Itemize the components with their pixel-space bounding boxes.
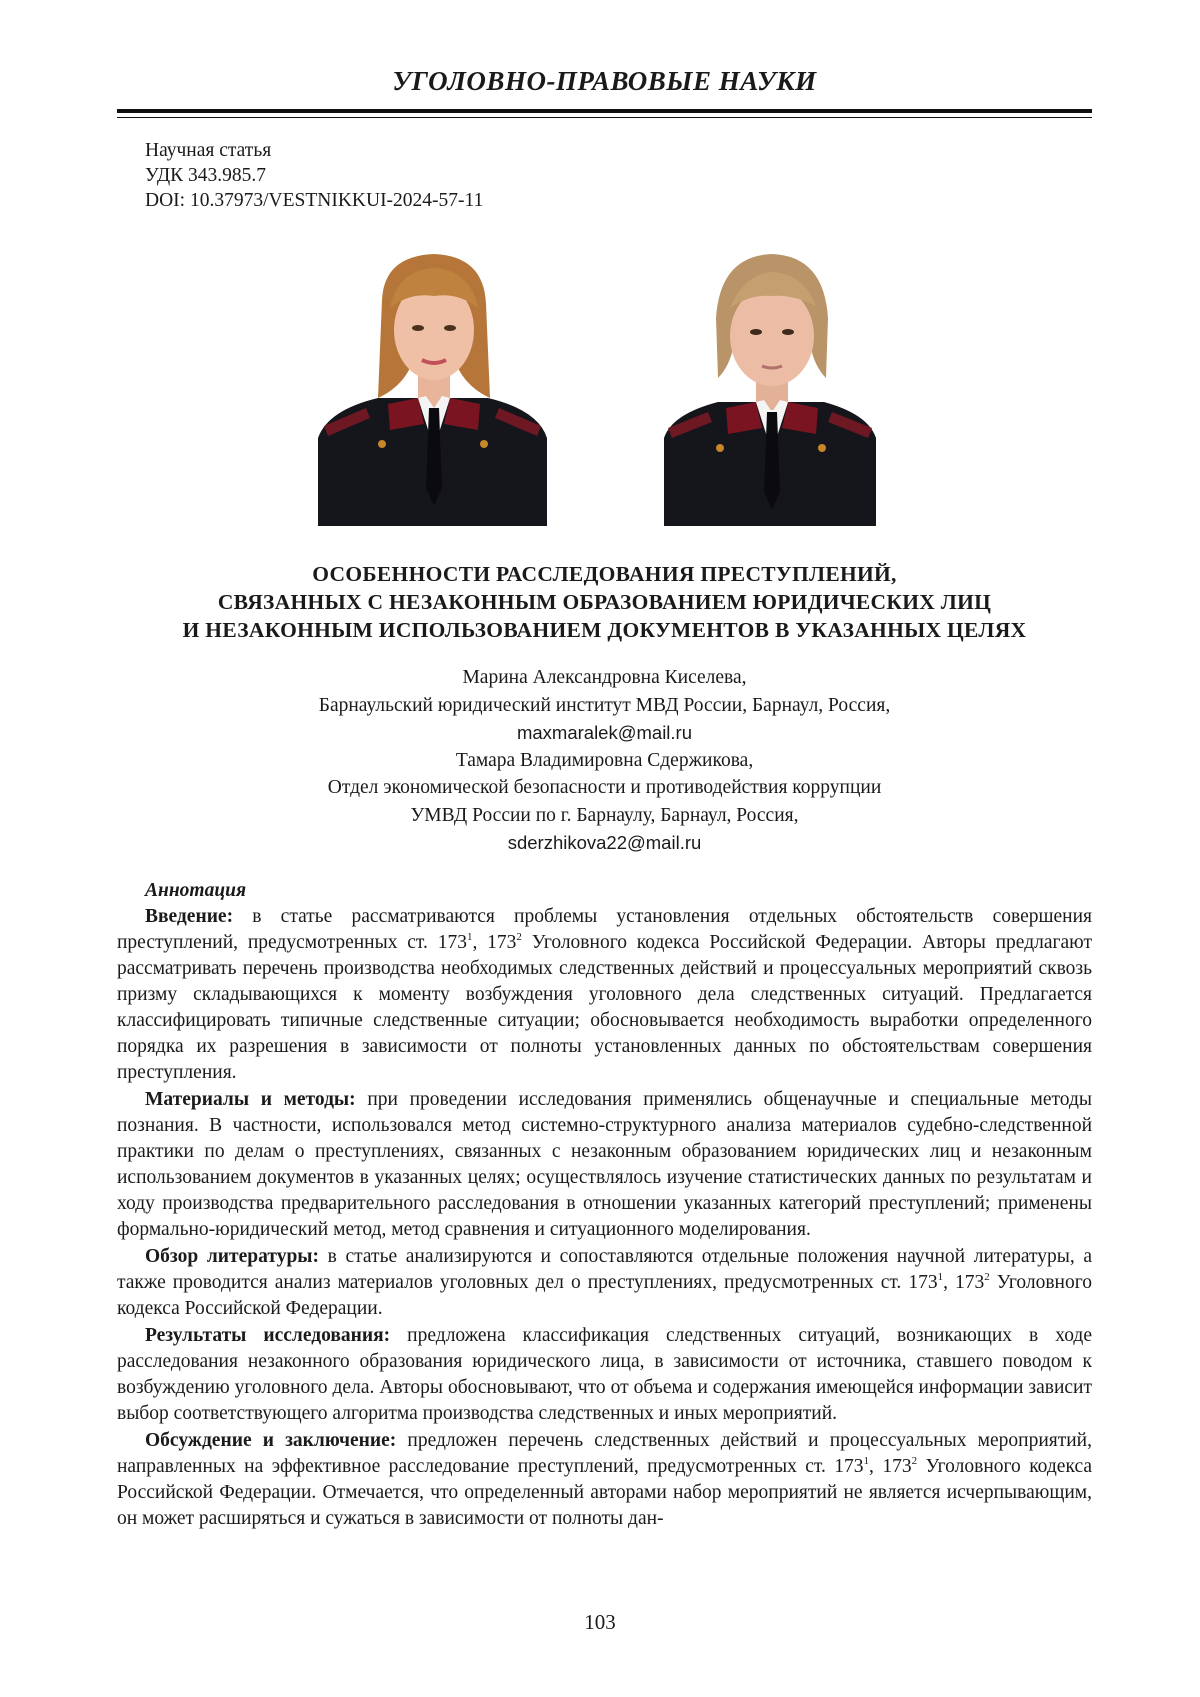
section-text: при проведении исследования применялись общенаучные и специальные методы познания. В частности, использовался метод системно-структурного анализа материалов судебно-следственной практики по делам о преступлениях, связанных с незаконным образованием юридических лиц и незаконным использованием документов в указанных целях; осуществлялось изучение статистических данных по результатам и ходу производства предварительного расследования в отношении указанных категорий преступлений; применены формально-юридический метод, метод сравнения и ситуационного моделирования. (117, 1089, 1092, 1240)
superscript: 2 (516, 931, 522, 943)
abstract-results (117, 1323, 1092, 1427)
abstract-literature-review (117, 1244, 1092, 1322)
author-affiliation: УМВД России по г. Барнаулу, Барнаул, Россия, (117, 802, 1092, 830)
article-type: Научная статья (145, 138, 483, 163)
doi[interactable]: DOI: 10.37973/VESTNIKKUI-2024-57-11 (145, 188, 483, 213)
author-name: Марина Александровна Киселева, (117, 664, 1092, 692)
title-line: И НЕЗАКОННЫМ ИСПОЛЬЗОВАНИЕМ ДОКУМЕНТОВ В УКАЗАННЫХ ЦЕЛЯХ (117, 616, 1092, 644)
article-meta (145, 138, 483, 213)
section-text: в статье рассматриваются проблемы установления отдельных обстоятельств совершения преступлений, предусмотренных ст. 173 (117, 906, 1092, 953)
section-header: УГОЛОВНО-ПРАВОВЫЕ НАУКИ (117, 66, 1092, 97)
section-text: предложен перечень следственных действий и процессуальных мероприятий, направленных на эффективное расследование преступлений, предусмотренных ст. 173 (117, 1430, 1092, 1477)
udc-code: УДК 343.985.7 (145, 163, 483, 188)
header-rule-thick (117, 109, 1092, 113)
superscript: 1 (864, 1455, 870, 1467)
abstract-methods (117, 1087, 1092, 1243)
author-email[interactable]: maxmaralek@mail.ru (117, 719, 1092, 747)
author-affiliation: Барнаульский юридический институт МВД России, Барнаул, Россия, (117, 692, 1092, 720)
section-label: Обсуждение и заключение: (145, 1430, 396, 1451)
abstract-heading: Аннотация (117, 878, 1092, 904)
section-text: , 173 (943, 1272, 984, 1293)
section-text: Уголовного кодекса Российской Федерации. (117, 1272, 1092, 1319)
section-text: Уголовного кодекса Российской Федерации. Отмечается, что определенный авторами набор мероприятий не является исчерпывающим, он может расширяться и сужаться в зависимости от полноты дан- (117, 1456, 1092, 1529)
author-photo-kiseleva (318, 248, 547, 526)
section-text: предложена классификация следственных ситуаций, возникающих в ходе расследования незаконного образования юридического лица, в зависимости от источника, ставшего поводом к возбуждению уголовного дела. Авторы обосновывают, что от объема и содержания имеющейся информации зависит выбор соответствующего алгоритма производства следственных и иных мероприятий. (117, 1325, 1092, 1424)
author-affiliation: Отдел экономической безопасности и противодействия коррупции (117, 774, 1092, 802)
title-line: ОСОБЕННОСТИ РАССЛЕДОВАНИЯ ПРЕСТУПЛЕНИЙ, (117, 560, 1092, 588)
section-label: Введение: (145, 906, 233, 927)
article-title (117, 560, 1092, 644)
author-photo-sderzhikova (664, 248, 876, 526)
abstract-introduction (117, 904, 1092, 1086)
page-number: 103 (0, 1610, 1200, 1635)
abstract-discussion (117, 1428, 1092, 1532)
author-name: Тамара Владимировна Сдержикова, (117, 747, 1092, 775)
superscript: 2 (984, 1271, 990, 1283)
superscript: 2 (912, 1455, 918, 1467)
section-label: Материалы и методы: (145, 1089, 356, 1110)
section-text: в статье анализируются и сопоставляются отдельные положения научной литературы, а также проводится анализ материалов уголовных дел о преступлениях, предусмотренных ст. 173 (117, 1246, 1092, 1293)
section-text: , 173 (869, 1456, 912, 1477)
authors-block (117, 664, 1092, 857)
section-text: , 173 (472, 932, 516, 953)
section-text: Уголовного кодекса Российской Федерации. Авторы предлагают рассматривать перечень производства необходимых следственных действий и процессуальных мероприятий сквозь призму складывающихся к моменту возбуждения уголовного дела следственных ситуаций. Предлагается классифицировать типичные следственные ситуации; обосновывается необходимость выработки определенного порядка их разрешения в зависимости от полноты установленных данных по обстоятельствам совершения преступления. (117, 932, 1092, 1083)
abstract (117, 878, 1092, 1533)
author-email[interactable]: sderzhikova22@mail.ru (117, 829, 1092, 857)
superscript: 1 (938, 1271, 944, 1283)
section-label: Обзор литературы: (145, 1246, 319, 1267)
title-line: СВЯЗАННЫХ С НЕЗАКОННЫМ ОБРАЗОВАНИЕМ ЮРИДИЧЕСКИХ ЛИЦ (117, 588, 1092, 616)
header-rule-thin (117, 117, 1092, 118)
superscript: 1 (467, 931, 473, 943)
section-label: Результаты исследования: (145, 1325, 390, 1346)
